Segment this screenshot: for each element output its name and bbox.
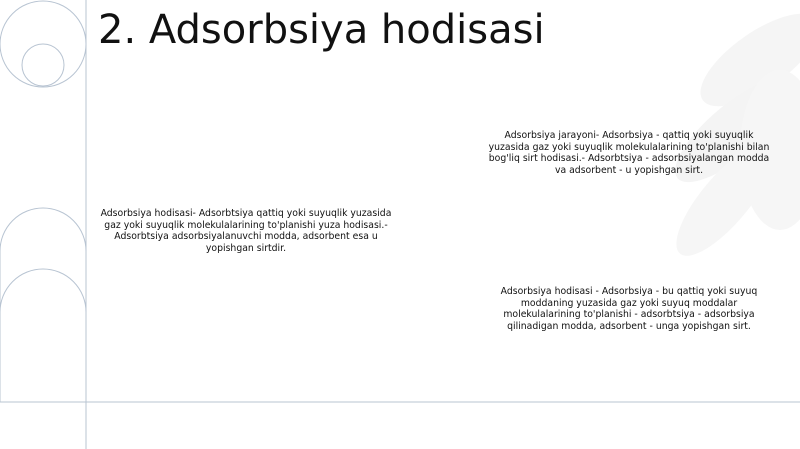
deco-arch-upper <box>0 208 86 251</box>
text-block-right-bottom: Adsorbsiya hodisasi - Adsorbsiya - bu qattiq yoki suyuq moddaning yuzasida gaz yoki suyuq moddalar molekulalarining to'planishi - adsorbtsiya - adsorbsiya qilinadigan modda, adsorbent - unga yopishgan sirt. <box>500 286 758 332</box>
text-block-left: Adsorbsiya hodisasi- Adsorbtsiya qattiq yoki suyuqlik yuzasida gaz yoki suyuqlik molekulalarining to'planishi yuza hodisasi.- Adsorbtsiya adsorbsiyalanuvchi modda, adsorbent esa u yopishgan sirtdir. <box>100 208 392 254</box>
slide-title: 2. Adsorbsiya hodisasi <box>98 7 545 53</box>
text-block-right-top: Adsorbsiya jarayoni- Adsorbsiya - qattiq yoki suyuqlik yuzasida gaz yoki suyuqlik molekulalarining to'planishi bilan bog'liq sirt hodisasi.- Adsorbtsiya - adsorbsiyalangan modda va adsorbent - u yopishgan sirt. <box>488 130 770 176</box>
deco-circle-small <box>22 44 64 86</box>
deco-arch-lower <box>0 269 86 312</box>
